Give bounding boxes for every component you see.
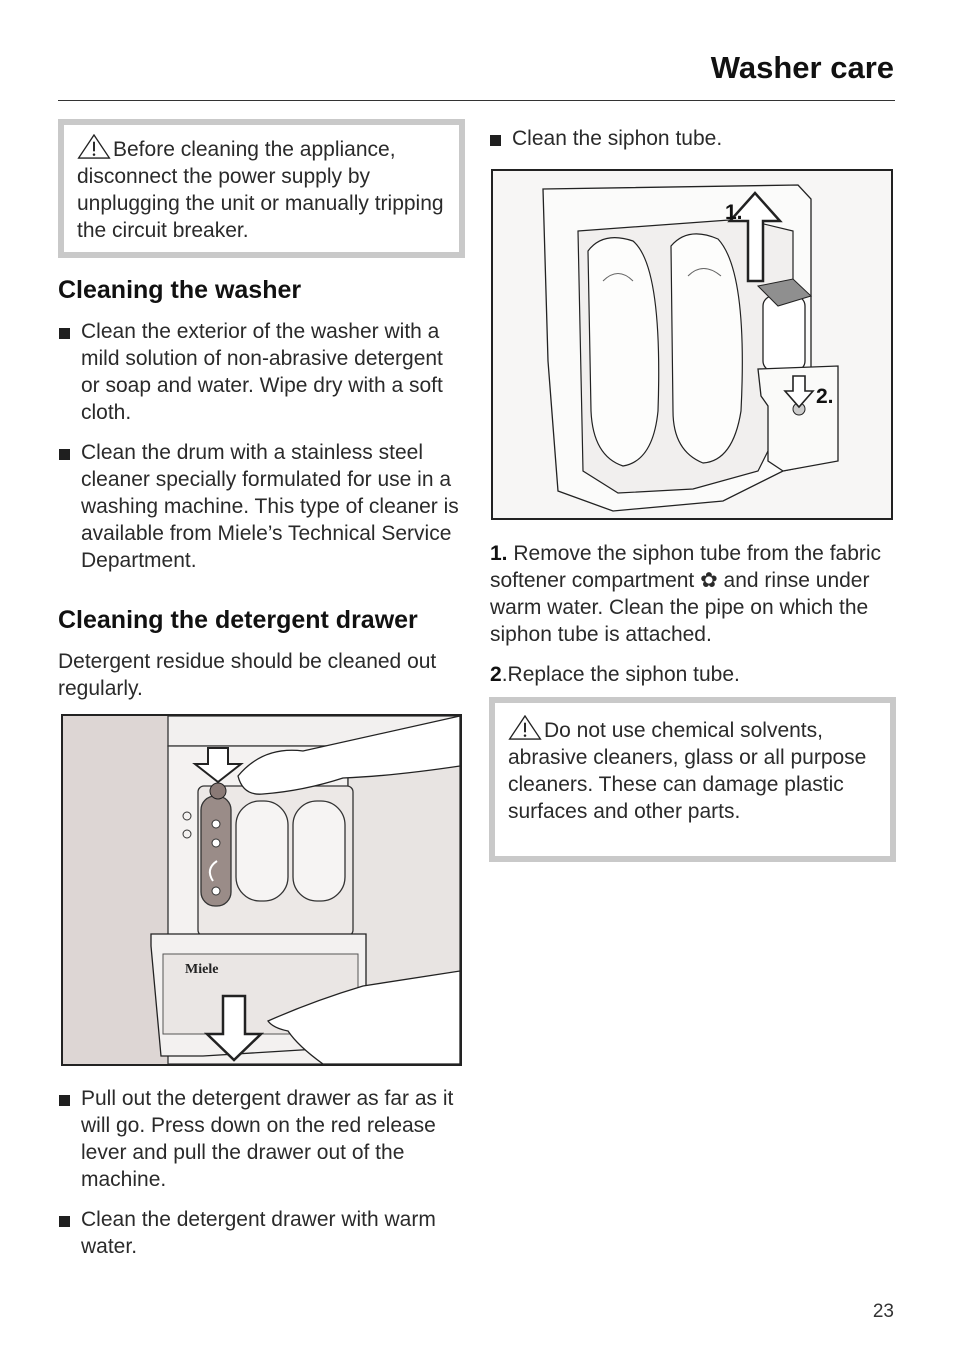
step-2-text: .Replace the siphon tube. xyxy=(501,663,740,686)
heading-cleaning-detergent-drawer: Cleaning the detergent drawer xyxy=(58,606,418,634)
page-title: Washer care xyxy=(710,50,894,85)
step-1-text-continued: and rinse under warm water. Clean the pipe on which the siphon tube is attached. xyxy=(490,569,870,646)
drawer-intro: Detergent residue should be cleaned out regularly. xyxy=(58,650,437,700)
step-1-text: Remove the siphon tube from the fabric softener compartment xyxy=(490,542,882,592)
header-rule xyxy=(58,100,895,101)
drawer-figure xyxy=(61,714,462,1066)
drawer-brand-logo: Miele xyxy=(185,962,219,977)
warning-triangle-icon xyxy=(77,134,111,159)
list-item: Clean the detergent drawer with warm water. xyxy=(59,1206,459,1260)
warning-box-bottom xyxy=(489,697,896,862)
warning-top-text: Before cleaning the appliance, disconnect the power supply by unplugging the unit or manually tripping the circuit breaker. xyxy=(77,138,444,242)
page-number: 23 xyxy=(872,1301,894,1322)
list-item: Clean the siphon tube. xyxy=(490,125,890,152)
drawer-bullet-list xyxy=(59,1085,459,1273)
list-item: Clean the drum with a stainless steel cleaner specially formulated for use in a washing machine. This type of cleaner is available from Miele’s Technical Service Department. xyxy=(59,439,459,574)
step-1-number: 1. xyxy=(490,542,508,565)
figure-label-2: 2. xyxy=(816,385,834,408)
warning-triangle-icon xyxy=(508,715,542,740)
step-2-number: 2 xyxy=(490,663,502,686)
washer-bullet-list xyxy=(59,318,459,587)
siphon-figure xyxy=(491,169,893,520)
list-item: Clean the exterior of the washer with a mild solution of non-abrasive detergent or soap and water. Wipe dry with a soft cloth. xyxy=(59,318,459,426)
step-2-paragraph xyxy=(490,661,895,688)
drawer-removal-illustration xyxy=(63,716,460,1064)
heading-cleaning-washer: Cleaning the washer xyxy=(58,276,302,304)
warning-bottom-text: Do not use chemical solvents, abrasive cleaners, glass or all purpose cleaners. These can damage plastic surfaces and other parts. xyxy=(508,719,867,823)
siphon-bullet-list xyxy=(490,125,890,165)
fabric-softener-symbol-icon: ✿ xyxy=(700,569,718,592)
siphon-tube-illustration xyxy=(493,171,891,518)
step-1-paragraph xyxy=(490,540,895,648)
figure-label-1: 1. xyxy=(725,201,743,224)
warning-box-top xyxy=(58,119,465,258)
list-item: Pull out the detergent drawer as far as it will go. Press down on the red release lever and pull the drawer out of the machine. xyxy=(59,1085,459,1193)
